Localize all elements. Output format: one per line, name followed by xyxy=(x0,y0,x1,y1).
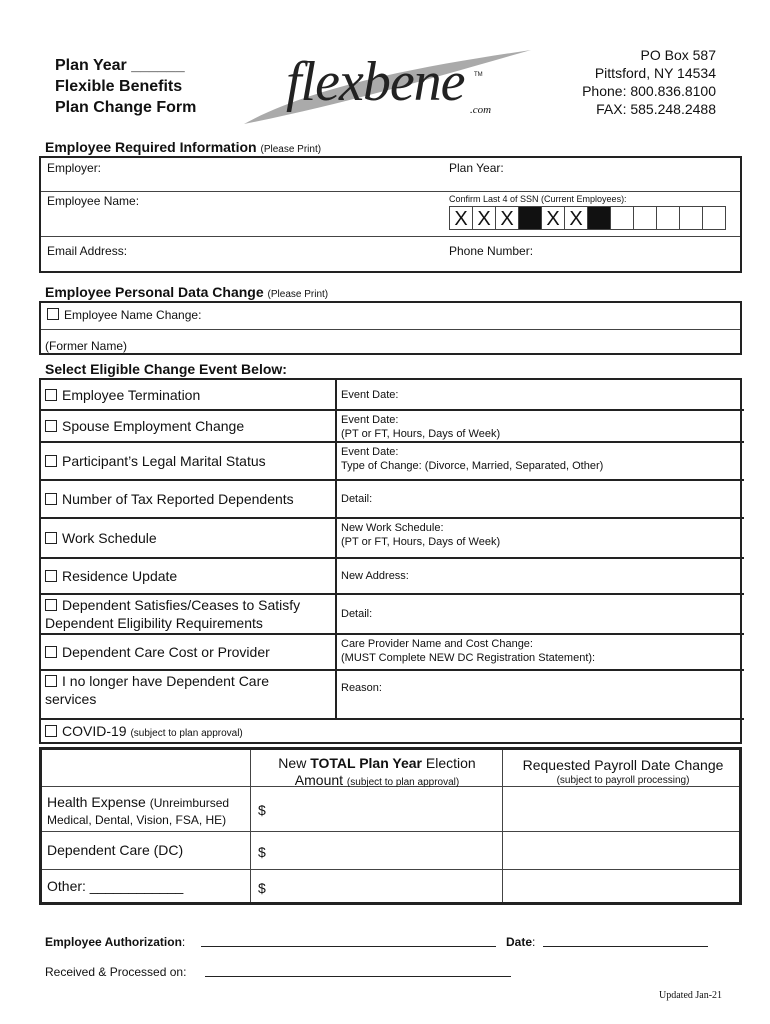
event-detail-label: Type of Change: (Divorce, Married, Separated, Other) xyxy=(341,460,604,472)
event-checkbox[interactable] xyxy=(45,570,57,582)
header-pre: New xyxy=(278,755,311,771)
header-line2: Amount xyxy=(294,772,344,788)
received-label: Received & Processed on: xyxy=(45,965,187,979)
authorization-label: Employee Authorization xyxy=(45,935,182,949)
employee-info-title-text: Employee Required Information xyxy=(45,139,257,155)
logo-text: flexbene xyxy=(286,51,465,113)
event-detail-field[interactable] xyxy=(341,569,409,583)
event-detail-field[interactable] xyxy=(341,607,372,621)
title-line-2: Flexible Benefits xyxy=(55,78,183,95)
event-detail-label: New Address: xyxy=(341,570,409,582)
event-detail-label: Event Date: xyxy=(341,446,399,458)
address-line-3: Phone: 800.836.8100 xyxy=(582,83,716,99)
event-detail-field[interactable] xyxy=(341,521,500,549)
event-detail-label: Care Provider Name and Cost Change: xyxy=(341,638,533,650)
ssn-digit-cell[interactable]: X xyxy=(564,206,588,230)
event-row xyxy=(41,558,744,594)
event-checkbox[interactable] xyxy=(45,646,57,658)
event-detail-field[interactable] xyxy=(341,681,382,695)
event-detail-field[interactable] xyxy=(341,637,595,665)
event-option[interactable] xyxy=(45,490,294,508)
event-label: Participant’s Legal Marital Status xyxy=(62,453,266,469)
covid-checkbox[interactable] xyxy=(45,725,57,737)
address-line-4: FAX: 585.248.2488 xyxy=(596,101,716,117)
event-label: I no longer have Dependent Care xyxy=(62,673,270,689)
other-amount-field[interactable]: $ xyxy=(258,880,266,896)
ssn-boxes[interactable] xyxy=(449,206,729,230)
date-colon: : xyxy=(532,935,536,949)
authorization-signature-line[interactable] xyxy=(201,946,496,947)
name-change-checkbox[interactable] xyxy=(47,308,59,320)
health-label-sub: (Unreimbursed xyxy=(149,796,230,810)
event-row xyxy=(41,442,744,480)
header-post: Election xyxy=(422,755,476,771)
received-line[interactable] xyxy=(205,976,511,977)
event-label: Dependent Eligibility Requirements xyxy=(45,615,263,631)
logo-tm: TM xyxy=(474,72,483,78)
other-label: Other: ____________ xyxy=(47,878,184,894)
ssn-digit-cell[interactable]: X xyxy=(449,206,473,230)
event-detail-label: Reason: xyxy=(341,682,382,694)
event-detail-label: Event Date: xyxy=(341,414,399,426)
ssn-digit-cell[interactable] xyxy=(633,206,657,230)
event-label: Number of Tax Reported Dependents xyxy=(62,491,294,507)
ssn-label: Confirm Last 4 of SSN (Current Employees): xyxy=(449,194,627,204)
ssn-digit-cell[interactable] xyxy=(702,206,726,230)
personal-change-title-text: Employee Personal Data Change xyxy=(45,284,264,300)
event-row xyxy=(41,594,744,634)
event-detail-label: Event Date: xyxy=(341,389,399,401)
health-amount-field[interactable]: $ xyxy=(258,802,266,818)
event-label: Residence Update xyxy=(62,568,178,584)
address-line-1: PO Box 587 xyxy=(640,47,716,63)
event-row xyxy=(41,410,744,442)
event-row xyxy=(41,518,744,558)
event-row xyxy=(41,480,744,518)
personal-change-box xyxy=(39,301,742,355)
payroll-header-sub: (subject to payroll processing) xyxy=(556,775,690,786)
event-label: services xyxy=(45,691,97,707)
date-label: Date xyxy=(506,935,533,949)
personal-change-title xyxy=(45,284,328,300)
form-title xyxy=(55,55,196,118)
ssn-digit-cell[interactable]: X xyxy=(472,206,496,230)
event-checkbox[interactable] xyxy=(45,532,57,544)
event-label: Dependent Care Cost or Provider xyxy=(62,644,270,660)
employee-info-title-sub: (Please Print) xyxy=(260,144,322,155)
event-detail-label: New Work Schedule: xyxy=(341,522,444,534)
personal-change-title-sub: (Please Print) xyxy=(267,289,329,300)
events-title: Select Eligible Change Event Below: xyxy=(45,361,287,377)
title-line-1: Plan Year ______ xyxy=(55,57,185,74)
event-detail-label: (PT or FT, Hours, Days of Week) xyxy=(341,536,501,548)
covid-sub: (subject to plan approval) xyxy=(130,728,243,739)
event-option[interactable] xyxy=(45,672,269,708)
election-table xyxy=(39,747,742,905)
title-line-3: Plan Change Form xyxy=(55,99,197,116)
dependent-care-amount-field[interactable]: $ xyxy=(258,844,266,860)
event-label: Employee Termination xyxy=(62,387,201,403)
logo-com: .com xyxy=(470,104,492,116)
dependent-care-label: Dependent Care (DC) xyxy=(47,842,184,858)
date-label-wrap xyxy=(506,935,535,949)
ssn-digit-cell[interactable] xyxy=(656,206,680,230)
company-address xyxy=(582,46,716,118)
former-name-field[interactable]: (Former Name) xyxy=(45,339,128,353)
ssn-digit-cell[interactable] xyxy=(518,206,542,230)
header-bold: TOTAL Plan Year xyxy=(310,755,422,771)
event-label: Work Schedule xyxy=(62,530,157,546)
employee-name-field[interactable]: Employee Name: xyxy=(47,194,140,208)
address-line-2: Pittsford, NY 14534 xyxy=(594,65,716,81)
event-option[interactable] xyxy=(45,452,266,470)
covid-label: COVID-19 xyxy=(62,723,127,739)
ssn-digit-cell[interactable] xyxy=(679,206,703,230)
event-option[interactable] xyxy=(45,596,300,632)
ssn-digit-cell[interactable]: X xyxy=(541,206,565,230)
events-box xyxy=(39,378,742,744)
event-detail-label: Detail: xyxy=(341,608,373,620)
flexbene-logo xyxy=(236,44,536,130)
covid-row[interactable] xyxy=(45,723,243,739)
name-change-label: Employee Name Change: xyxy=(64,308,202,322)
ssn-digit-cell[interactable] xyxy=(587,206,611,230)
event-checkbox[interactable] xyxy=(45,420,57,432)
plan-year-field[interactable]: Plan Year: xyxy=(449,161,504,175)
email-field[interactable]: Email Address: xyxy=(47,244,128,258)
event-option[interactable] xyxy=(45,567,177,585)
event-checkbox[interactable] xyxy=(45,675,57,687)
employer-field[interactable]: Employer: xyxy=(47,161,102,175)
health-label: Health Expense xyxy=(47,794,146,810)
header-sub: (subject to plan approval) xyxy=(346,777,460,788)
event-detail-field[interactable] xyxy=(341,388,398,402)
name-change-row[interactable] xyxy=(47,308,201,322)
event-checkbox[interactable] xyxy=(45,599,57,611)
event-label: Dependent Satisfies/Ceases to Satisfy xyxy=(62,597,301,613)
event-checkbox[interactable] xyxy=(45,389,57,401)
date-line[interactable] xyxy=(543,946,708,947)
event-detail-field[interactable] xyxy=(341,492,372,506)
event-checkbox[interactable] xyxy=(45,455,57,467)
event-option[interactable] xyxy=(45,417,244,435)
payroll-date-header xyxy=(504,757,742,787)
event-row xyxy=(41,380,744,410)
event-option[interactable] xyxy=(45,529,157,547)
authorization-row xyxy=(45,935,185,949)
event-option[interactable] xyxy=(45,643,270,661)
event-detail-field[interactable] xyxy=(341,445,603,473)
phone-field[interactable]: Phone Number: xyxy=(449,244,534,258)
ssn-digit-cell[interactable] xyxy=(610,206,634,230)
event-detail-label: (PT or FT, Hours, Days of Week) xyxy=(341,428,501,440)
health-label-line2: Medical, Dental, Vision, FSA, HE) xyxy=(47,813,227,827)
ssn-digit-cell[interactable]: X xyxy=(495,206,519,230)
employee-info-box xyxy=(39,156,742,273)
employee-info-title xyxy=(45,139,321,155)
event-option[interactable] xyxy=(45,386,200,404)
event-detail-field[interactable] xyxy=(341,413,500,441)
event-row xyxy=(41,634,744,670)
election-amount-header xyxy=(252,755,502,791)
event-row xyxy=(41,670,744,706)
event-detail-label: (MUST Complete NEW DC Registration Statement): xyxy=(341,652,596,664)
event-detail-label: Detail: xyxy=(341,493,373,505)
event-checkbox[interactable] xyxy=(45,493,57,505)
authorization-colon: : xyxy=(181,935,186,949)
updated-note: Updated Jan-21 xyxy=(659,990,723,1001)
health-expense-label xyxy=(47,794,229,827)
payroll-header-text: Requested Payroll Date Change xyxy=(522,757,724,773)
event-label: Spouse Employment Change xyxy=(62,418,245,434)
